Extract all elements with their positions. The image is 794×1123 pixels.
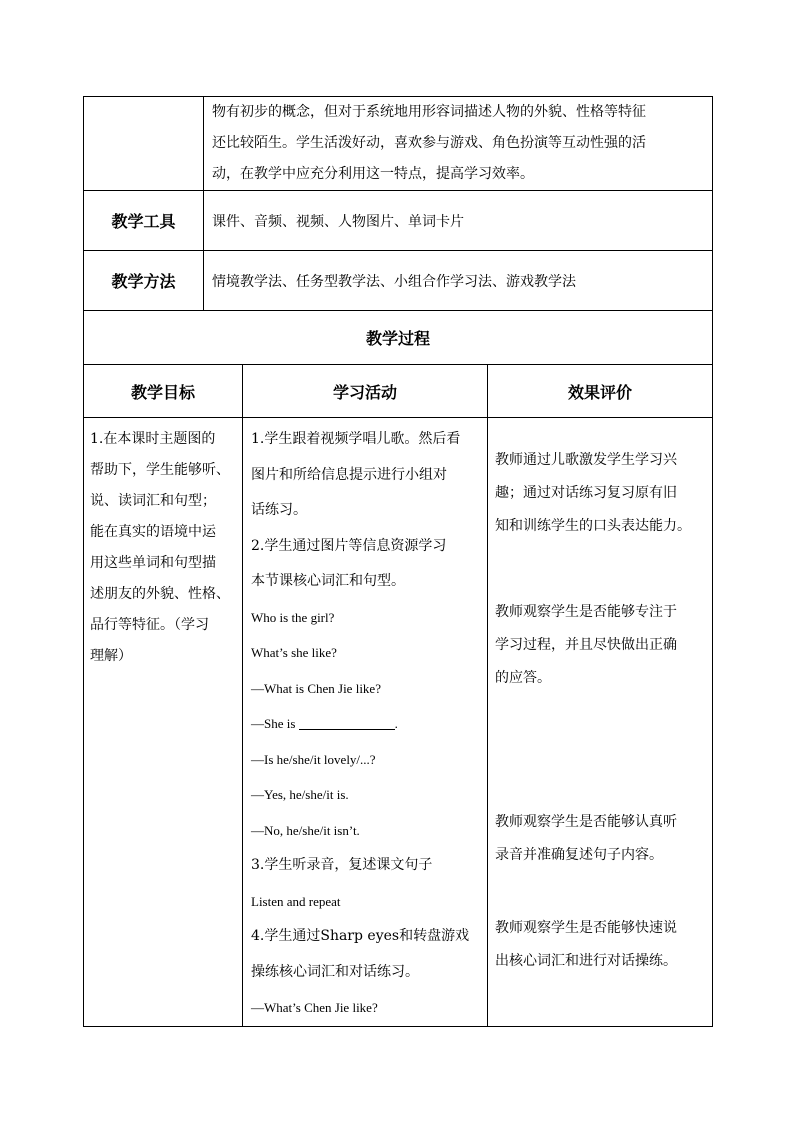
goal-line: 述朋友的外貌、性格、 xyxy=(90,586,230,602)
evaluation-cell xyxy=(488,418,713,1027)
goal-line: 品行等特征。（学习 xyxy=(90,617,209,633)
eval-line: 的应答。 xyxy=(495,670,551,686)
col-header-evaluation: 效果评价 xyxy=(488,365,713,418)
col-header-goal: 教学目标 xyxy=(84,365,243,418)
eval-line: 教师观察学生是否能够快速说 xyxy=(495,920,677,936)
activity-line: —Is he/she/it lovely/...? xyxy=(251,751,376,767)
column-header-row xyxy=(84,365,713,418)
eval-line: 教师通过儿歌激发学生学习兴 xyxy=(495,452,677,468)
activity-line: 本节课核心词汇和句型。 xyxy=(251,573,405,589)
process-title-row xyxy=(84,311,713,365)
eval-line: 录音并准确复述句子内容。 xyxy=(495,847,663,863)
eval-line: 出核心词汇和进行对话操练。 xyxy=(495,953,677,969)
activity-line: 3.学生听录音，复述课文句子 xyxy=(251,857,433,873)
activity-line: What’s she like? xyxy=(251,645,337,660)
activity-line: Listen and repeat xyxy=(251,893,341,909)
lesson-plan-table xyxy=(83,96,713,1027)
goal-line: 说、读词汇和句型； xyxy=(90,493,216,509)
goal-line: 理解） xyxy=(90,648,132,664)
intro-line: 还比较陌生。学生活泼好动，喜欢参与游戏、角色扮演等互动性强的活 xyxy=(212,135,646,151)
activity-line: —Yes, he/she/it is. xyxy=(251,787,349,802)
activity-line: 话练习。 xyxy=(251,502,307,518)
activity-line: 图片和所给信息提示进行小组对 xyxy=(251,466,447,483)
goal-line: 能在真实的语境中运 xyxy=(90,524,216,540)
tools-value: 课件、音频、视频、人物图片、单词卡片 xyxy=(204,191,713,251)
tools-label: 教学工具 xyxy=(84,191,204,251)
activity-line: —No, he/she/it isn’t. xyxy=(251,822,360,838)
intro-row xyxy=(84,97,713,191)
intro-line: 动，在教学中应充分利用这一特点，提高学习效率。 xyxy=(212,166,534,182)
content-row xyxy=(84,418,713,1027)
activity-line: 2.学生通过图片等信息资源学习 xyxy=(251,537,447,554)
activity-line: —What’s Chen Jie like? xyxy=(251,1000,378,1015)
goal-line: 1.在本课时主题图的 xyxy=(90,431,216,447)
blank-suffix: . xyxy=(394,716,398,731)
tools-row xyxy=(84,191,713,251)
intro-text-cell xyxy=(204,97,713,191)
activity-line: Who is the girl? xyxy=(251,609,335,625)
answer-blank xyxy=(299,715,395,730)
eval-line: 知和训练学生的口头表达能力。 xyxy=(495,518,691,534)
goal-line: 用这些单词和句型描 xyxy=(90,555,216,571)
eval-line: 教师观察学生是否能够专注于 xyxy=(495,604,677,620)
eval-line: 趣；通过对话练习复习原有旧 xyxy=(495,485,677,501)
activity-line-blank xyxy=(251,706,483,742)
methods-label: 教学方法 xyxy=(84,251,204,311)
methods-value: 情境教学法、任务型教学法、小组合作学习法、游戏教学法 xyxy=(204,251,713,311)
process-title: 教学过程 xyxy=(84,311,713,365)
eval-line: 学习过程，并且尽快做出正确 xyxy=(495,637,677,653)
goal-line: 帮助下，学生能够听、 xyxy=(90,462,230,478)
intro-label-cell xyxy=(84,97,204,191)
activity-line: —What is Chen Jie like? xyxy=(251,680,381,696)
activity-line: 1.学生跟着视频学唱儿歌。然后看 xyxy=(251,431,461,447)
methods-row xyxy=(84,251,713,311)
activity-line: 操练核心词汇和对话练习。 xyxy=(251,963,419,980)
eval-line: 教师观察学生是否能够认真听 xyxy=(495,814,677,830)
goal-cell xyxy=(84,418,243,1027)
blank-prefix: —She is xyxy=(251,716,296,731)
col-header-activity: 学习活动 xyxy=(243,365,488,418)
activity-line: 4.学生通过Sharp eyes和转盘游戏 xyxy=(251,928,470,944)
intro-line: 物有初步的概念，但对于系统地用形容词描述人物的外貌、性格等特征 xyxy=(212,104,646,120)
activity-cell xyxy=(243,418,488,1027)
